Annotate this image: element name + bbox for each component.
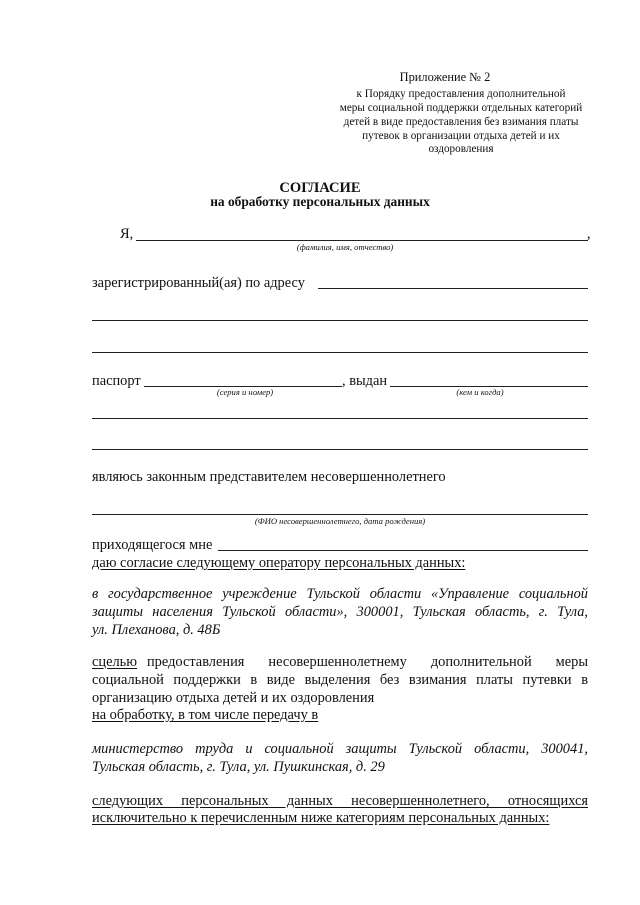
operator-line-3: ул. Плеханова, д. 48Б [92, 622, 221, 638]
address-field-line-2[interactable] [92, 320, 588, 321]
consent-operator-heading: даю согласие следующему оператору персональных данных: [92, 555, 466, 571]
address-label: зарегистрированный(ая) по адресу [92, 275, 305, 291]
annex-line-5: оздоровления [428, 143, 494, 155]
issuer-hint: (кем и когда) [456, 387, 504, 397]
annex-line-1: к Порядку предоставления дополнительной [356, 88, 566, 100]
purpose-line-3: организацию отдыха детей и их оздоровления [92, 690, 375, 706]
passport-field-line-2[interactable] [92, 418, 588, 419]
purpose-line-1-rest: предоставления несовершеннолетнему дополнительной меры [146, 654, 588, 670]
fio-field-line[interactable] [136, 240, 588, 241]
issued-label: , выдан [342, 373, 388, 389]
series-hint: (серия и номер) [216, 387, 274, 397]
annex-title: Приложение № 2 [399, 70, 491, 84]
purpose-word-tselyu: целью [98, 654, 137, 670]
annex-line-4: путевок в организации отдыха детей и их [362, 130, 560, 142]
annex-line-3: детей в виде предоставления без взимания платы [343, 116, 579, 128]
address-field-line-3[interactable] [92, 352, 588, 353]
transfer-heading: на обработку, в том числе передачу в [92, 707, 319, 723]
document-title: СОГЛАСИЕ [279, 180, 361, 196]
purpose-line-1 [92, 653, 588, 671]
purpose-line-2: социальной поддержки в виде выделения без взимания платы путевки в [92, 672, 588, 688]
relation-label: приходящегося мне [92, 537, 213, 553]
operator-line-2: защиты населения Тульской области», 300001, Тульская область, г. Тула, [92, 604, 588, 620]
passport-field-line-3[interactable] [92, 449, 588, 450]
minor-hint: (ФИО несовершеннолетнего, дата рождения) [254, 516, 426, 526]
ministry-line-2: Тульская область, г. Тула, ул. Пушкинская, д. 29 [92, 759, 385, 775]
operator-line-1: в государственное учреждение Тульской области «Управление социальной [92, 586, 588, 602]
fio-comma: , [587, 226, 591, 242]
minor-field-line[interactable] [92, 514, 588, 515]
passport-label: паспорт [92, 373, 141, 389]
annex-line-2: меры социальной поддержки отдельных категорий [339, 102, 583, 114]
document-subtitle: на обработку персональных данных [210, 194, 430, 209]
representative-text: являюсь законным представителем несовершеннолетнего [92, 469, 446, 485]
address-field-line-1[interactable] [318, 288, 588, 289]
relation-field-line[interactable] [218, 550, 588, 551]
ministry-line-1: министерство труда и социальной защиты Тульской области, 300041, [92, 741, 588, 757]
fio-hint: (фамилия, имя, отчество) [296, 242, 394, 252]
categories-line-1: следующих персональных данных несовершеннолетнего, относящихся [92, 793, 588, 809]
purpose-word-s: с [92, 654, 99, 670]
ya-label: Я, [120, 226, 134, 242]
categories-line-2: исключительно к перечисленным ниже категориям персональных данных: [92, 810, 550, 826]
